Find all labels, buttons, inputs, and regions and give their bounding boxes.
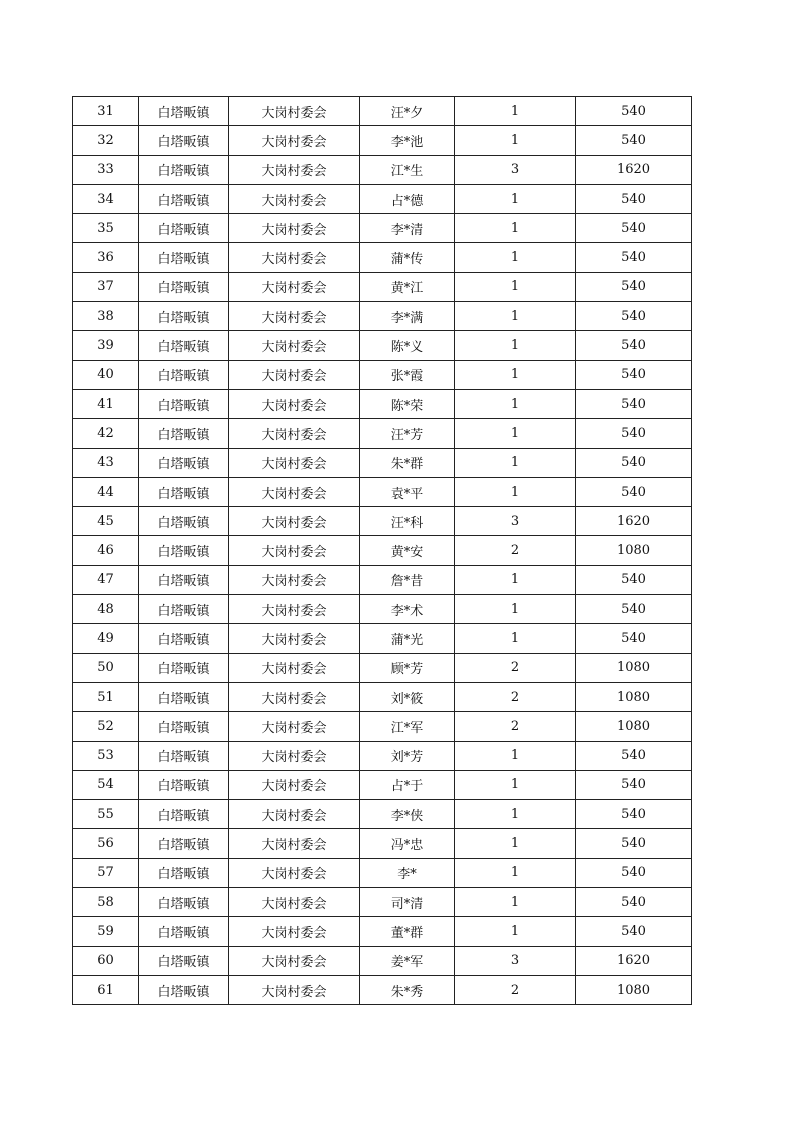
amount-cell: 1080 <box>576 712 692 741</box>
table-row <box>73 331 692 360</box>
name-cell: 李*侠 <box>360 800 455 829</box>
count-cell: 1 <box>455 448 576 477</box>
row-number-cell: 31 <box>73 97 139 126</box>
name-cell: 刘*芳 <box>360 741 455 770</box>
count-cell: 1 <box>455 477 576 506</box>
row-number-cell: 37 <box>73 272 139 301</box>
amount-cell: 540 <box>576 565 692 594</box>
row-number-cell: 53 <box>73 741 139 770</box>
table-row <box>73 155 692 184</box>
row-number-cell: 61 <box>73 975 139 1004</box>
name-cell: 蒲*传 <box>360 243 455 272</box>
village-committee-cell: 大岗村委会 <box>229 184 360 213</box>
village-committee-cell: 大岗村委会 <box>229 946 360 975</box>
name-cell: 董*群 <box>360 917 455 946</box>
count-cell: 1 <box>455 97 576 126</box>
count-cell: 2 <box>455 653 576 682</box>
name-cell: 占*德 <box>360 184 455 213</box>
village-committee-cell: 大岗村委会 <box>229 858 360 887</box>
name-cell: 江*生 <box>360 155 455 184</box>
row-number-cell: 56 <box>73 829 139 858</box>
table-row <box>73 741 692 770</box>
village-committee-cell: 大岗村委会 <box>229 829 360 858</box>
amount-cell: 540 <box>576 389 692 418</box>
township-cell: 白塔畈镇 <box>139 419 229 448</box>
row-number-cell: 60 <box>73 946 139 975</box>
name-cell: 李*术 <box>360 595 455 624</box>
row-number-cell: 42 <box>73 419 139 448</box>
table-row <box>73 682 692 711</box>
count-cell: 1 <box>455 624 576 653</box>
township-cell: 白塔畈镇 <box>139 507 229 536</box>
township-cell: 白塔畈镇 <box>139 624 229 653</box>
township-cell: 白塔畈镇 <box>139 770 229 799</box>
amount-cell: 540 <box>576 858 692 887</box>
name-cell: 袁*平 <box>360 477 455 506</box>
village-committee-cell: 大岗村委会 <box>229 302 360 331</box>
township-cell: 白塔畈镇 <box>139 477 229 506</box>
village-committee-cell: 大岗村委会 <box>229 360 360 389</box>
count-cell: 1 <box>455 829 576 858</box>
name-cell: 司*清 <box>360 888 455 917</box>
table-row <box>73 975 692 1004</box>
name-cell: 张*霞 <box>360 360 455 389</box>
amount-cell: 540 <box>576 331 692 360</box>
count-cell: 1 <box>455 302 576 331</box>
township-cell: 白塔畈镇 <box>139 155 229 184</box>
row-number-cell: 47 <box>73 565 139 594</box>
village-committee-cell: 大岗村委会 <box>229 770 360 799</box>
table-row <box>73 448 692 477</box>
name-cell: 蒲*光 <box>360 624 455 653</box>
table-row <box>73 389 692 418</box>
village-committee-cell: 大岗村委会 <box>229 682 360 711</box>
table-row <box>73 653 692 682</box>
township-cell: 白塔畈镇 <box>139 917 229 946</box>
count-cell: 2 <box>455 975 576 1004</box>
township-cell: 白塔畈镇 <box>139 741 229 770</box>
name-cell: 占*于 <box>360 770 455 799</box>
table-row <box>73 770 692 799</box>
village-committee-cell: 大岗村委会 <box>229 126 360 155</box>
township-cell: 白塔畈镇 <box>139 97 229 126</box>
table-row <box>73 419 692 448</box>
count-cell: 1 <box>455 917 576 946</box>
village-committee-cell: 大岗村委会 <box>229 888 360 917</box>
township-cell: 白塔畈镇 <box>139 126 229 155</box>
township-cell: 白塔畈镇 <box>139 243 229 272</box>
row-number-cell: 33 <box>73 155 139 184</box>
row-number-cell: 39 <box>73 331 139 360</box>
amount-cell: 540 <box>576 97 692 126</box>
count-cell: 1 <box>455 214 576 243</box>
table-row <box>73 126 692 155</box>
table-row <box>73 97 692 126</box>
village-committee-cell: 大岗村委会 <box>229 272 360 301</box>
township-cell: 白塔畈镇 <box>139 975 229 1004</box>
township-cell: 白塔畈镇 <box>139 712 229 741</box>
amount-cell: 540 <box>576 800 692 829</box>
name-cell: 李*清 <box>360 214 455 243</box>
village-committee-cell: 大岗村委会 <box>229 243 360 272</box>
village-committee-cell: 大岗村委会 <box>229 624 360 653</box>
row-number-cell: 54 <box>73 770 139 799</box>
table-row <box>73 595 692 624</box>
village-committee-cell: 大岗村委会 <box>229 97 360 126</box>
village-committee-cell: 大岗村委会 <box>229 565 360 594</box>
name-cell: 顾*芳 <box>360 653 455 682</box>
amount-cell: 540 <box>576 272 692 301</box>
row-number-cell: 40 <box>73 360 139 389</box>
name-cell: 朱*群 <box>360 448 455 477</box>
row-number-cell: 38 <box>73 302 139 331</box>
amount-cell: 540 <box>576 888 692 917</box>
village-committee-cell: 大岗村委会 <box>229 477 360 506</box>
amount-cell: 540 <box>576 917 692 946</box>
row-number-cell: 58 <box>73 888 139 917</box>
roster-table-body <box>73 97 692 1005</box>
count-cell: 1 <box>455 272 576 301</box>
roster-table <box>72 96 692 1005</box>
row-number-cell: 59 <box>73 917 139 946</box>
table-row <box>73 712 692 741</box>
row-number-cell: 32 <box>73 126 139 155</box>
village-committee-cell: 大岗村委会 <box>229 741 360 770</box>
township-cell: 白塔畈镇 <box>139 536 229 565</box>
name-cell: 姜*军 <box>360 946 455 975</box>
table-row <box>73 214 692 243</box>
amount-cell: 540 <box>576 477 692 506</box>
amount-cell: 540 <box>576 624 692 653</box>
village-committee-cell: 大岗村委会 <box>229 507 360 536</box>
count-cell: 1 <box>455 858 576 887</box>
township-cell: 白塔畈镇 <box>139 595 229 624</box>
township-cell: 白塔畈镇 <box>139 214 229 243</box>
row-number-cell: 49 <box>73 624 139 653</box>
village-committee-cell: 大岗村委会 <box>229 448 360 477</box>
name-cell: 黄*江 <box>360 272 455 301</box>
township-cell: 白塔畈镇 <box>139 682 229 711</box>
count-cell: 1 <box>455 770 576 799</box>
count-cell: 3 <box>455 946 576 975</box>
count-cell: 2 <box>455 682 576 711</box>
table-row <box>73 565 692 594</box>
amount-cell: 540 <box>576 829 692 858</box>
count-cell: 2 <box>455 536 576 565</box>
name-cell: 汪*科 <box>360 507 455 536</box>
row-number-cell: 50 <box>73 653 139 682</box>
village-committee-cell: 大岗村委会 <box>229 331 360 360</box>
count-cell: 1 <box>455 360 576 389</box>
row-number-cell: 57 <box>73 858 139 887</box>
table-row <box>73 888 692 917</box>
count-cell: 1 <box>455 595 576 624</box>
count-cell: 1 <box>455 419 576 448</box>
count-cell: 2 <box>455 712 576 741</box>
village-committee-cell: 大岗村委会 <box>229 419 360 448</box>
township-cell: 白塔畈镇 <box>139 565 229 594</box>
amount-cell: 540 <box>576 595 692 624</box>
township-cell: 白塔畈镇 <box>139 389 229 418</box>
table-row <box>73 243 692 272</box>
amount-cell: 1620 <box>576 155 692 184</box>
table-row <box>73 829 692 858</box>
name-cell: 黄*安 <box>360 536 455 565</box>
township-cell: 白塔畈镇 <box>139 448 229 477</box>
name-cell: 冯*忠 <box>360 829 455 858</box>
township-cell: 白塔畈镇 <box>139 272 229 301</box>
table-row <box>73 507 692 536</box>
amount-cell: 1080 <box>576 682 692 711</box>
village-committee-cell: 大岗村委会 <box>229 155 360 184</box>
count-cell: 3 <box>455 507 576 536</box>
table-row <box>73 946 692 975</box>
township-cell: 白塔畈镇 <box>139 829 229 858</box>
village-committee-cell: 大岗村委会 <box>229 389 360 418</box>
amount-cell: 540 <box>576 214 692 243</box>
amount-cell: 540 <box>576 126 692 155</box>
row-number-cell: 43 <box>73 448 139 477</box>
village-committee-cell: 大岗村委会 <box>229 917 360 946</box>
row-number-cell: 48 <box>73 595 139 624</box>
amount-cell: 540 <box>576 419 692 448</box>
township-cell: 白塔畈镇 <box>139 653 229 682</box>
name-cell: 陈*荣 <box>360 389 455 418</box>
township-cell: 白塔畈镇 <box>139 946 229 975</box>
row-number-cell: 36 <box>73 243 139 272</box>
count-cell: 1 <box>455 126 576 155</box>
table-row <box>73 477 692 506</box>
village-committee-cell: 大岗村委会 <box>229 712 360 741</box>
count-cell: 1 <box>455 184 576 213</box>
row-number-cell: 44 <box>73 477 139 506</box>
village-committee-cell: 大岗村委会 <box>229 653 360 682</box>
amount-cell: 540 <box>576 741 692 770</box>
row-number-cell: 34 <box>73 184 139 213</box>
table-row <box>73 800 692 829</box>
row-number-cell: 46 <box>73 536 139 565</box>
row-number-cell: 41 <box>73 389 139 418</box>
township-cell: 白塔畈镇 <box>139 184 229 213</box>
amount-cell: 1080 <box>576 536 692 565</box>
row-number-cell: 55 <box>73 800 139 829</box>
count-cell: 1 <box>455 389 576 418</box>
name-cell: 江*军 <box>360 712 455 741</box>
village-committee-cell: 大岗村委会 <box>229 800 360 829</box>
row-number-cell: 45 <box>73 507 139 536</box>
name-cell: 朱*秀 <box>360 975 455 1004</box>
count-cell: 1 <box>455 888 576 917</box>
row-number-cell: 51 <box>73 682 139 711</box>
amount-cell: 1080 <box>576 975 692 1004</box>
township-cell: 白塔畈镇 <box>139 360 229 389</box>
table-row <box>73 858 692 887</box>
township-cell: 白塔畈镇 <box>139 888 229 917</box>
name-cell: 刘*筱 <box>360 682 455 711</box>
name-cell: 李* <box>360 858 455 887</box>
name-cell: 李*池 <box>360 126 455 155</box>
table-row <box>73 302 692 331</box>
row-number-cell: 52 <box>73 712 139 741</box>
table-row <box>73 624 692 653</box>
name-cell: 汪*夕 <box>360 97 455 126</box>
amount-cell: 540 <box>576 184 692 213</box>
table-row <box>73 536 692 565</box>
amount-cell: 540 <box>576 360 692 389</box>
amount-cell: 1620 <box>576 946 692 975</box>
name-cell: 詹*昔 <box>360 565 455 594</box>
village-committee-cell: 大岗村委会 <box>229 595 360 624</box>
count-cell: 1 <box>455 331 576 360</box>
name-cell: 李*满 <box>360 302 455 331</box>
amount-cell: 540 <box>576 448 692 477</box>
count-cell: 1 <box>455 741 576 770</box>
township-cell: 白塔畈镇 <box>139 302 229 331</box>
count-cell: 1 <box>455 243 576 272</box>
amount-cell: 540 <box>576 302 692 331</box>
table-row <box>73 360 692 389</box>
name-cell: 汪*芳 <box>360 419 455 448</box>
village-committee-cell: 大岗村委会 <box>229 975 360 1004</box>
township-cell: 白塔畈镇 <box>139 331 229 360</box>
count-cell: 1 <box>455 800 576 829</box>
count-cell: 3 <box>455 155 576 184</box>
township-cell: 白塔畈镇 <box>139 800 229 829</box>
count-cell: 1 <box>455 565 576 594</box>
amount-cell: 1620 <box>576 507 692 536</box>
name-cell: 陈*义 <box>360 331 455 360</box>
table-row <box>73 184 692 213</box>
amount-cell: 1080 <box>576 653 692 682</box>
table-row <box>73 917 692 946</box>
township-cell: 白塔畈镇 <box>139 858 229 887</box>
amount-cell: 540 <box>576 243 692 272</box>
table-row <box>73 272 692 301</box>
village-committee-cell: 大岗村委会 <box>229 536 360 565</box>
row-number-cell: 35 <box>73 214 139 243</box>
amount-cell: 540 <box>576 770 692 799</box>
village-committee-cell: 大岗村委会 <box>229 214 360 243</box>
